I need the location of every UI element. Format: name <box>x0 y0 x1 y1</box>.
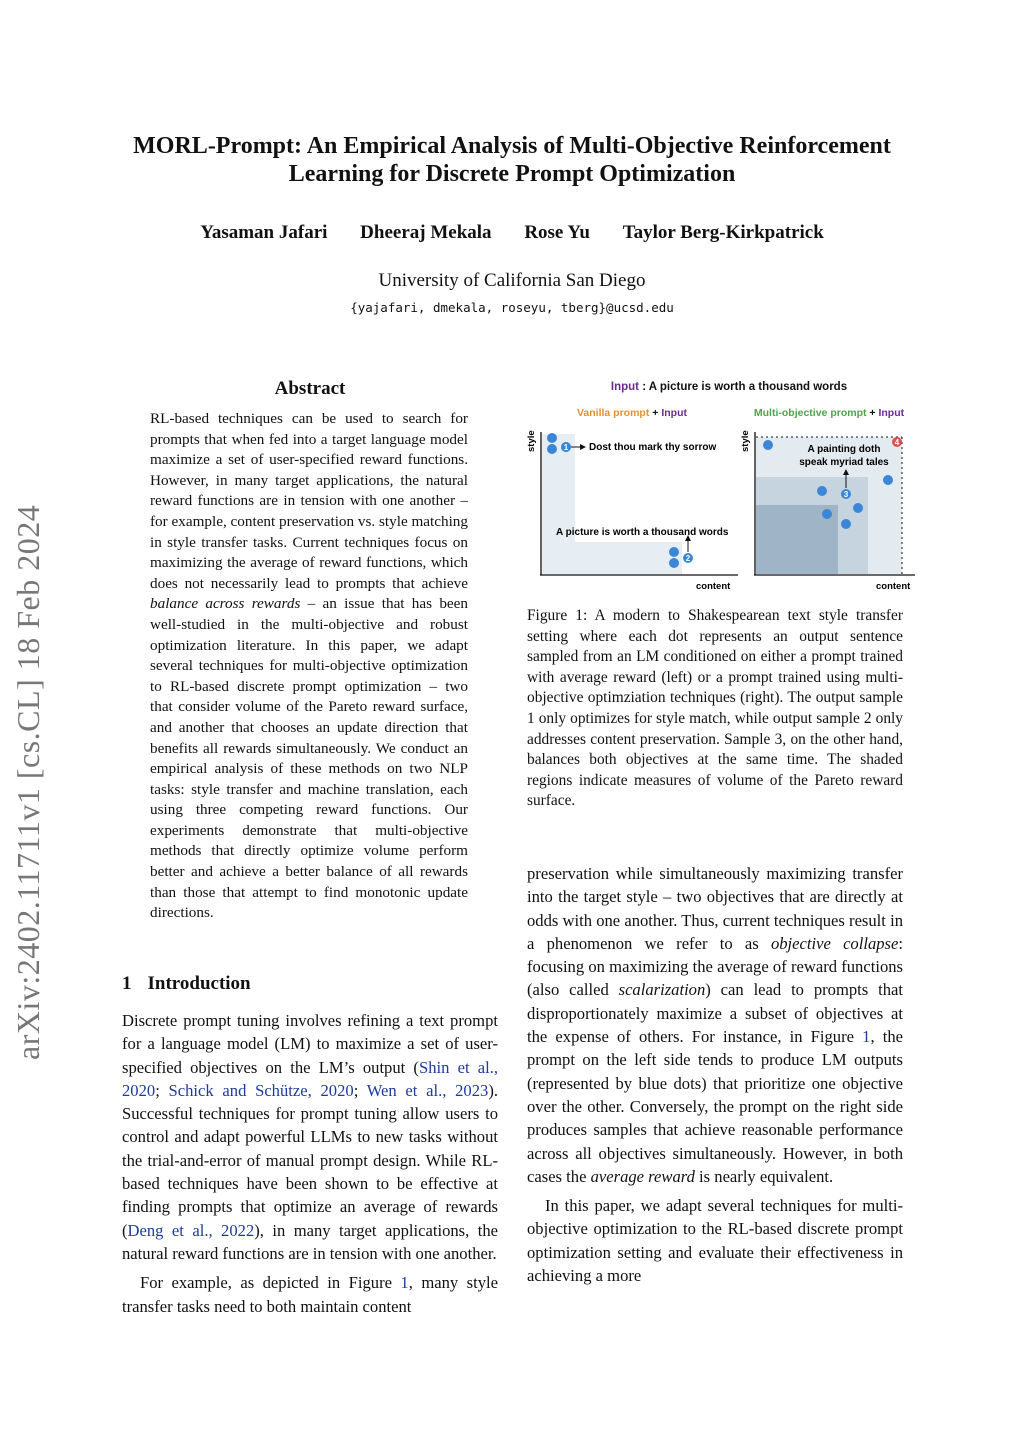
figure-input-line <box>611 381 847 393</box>
vanilla-prompt-label: Vanilla prompt <box>577 407 650 419</box>
sample-dot <box>763 440 773 450</box>
paragraph <box>122 1271 498 1318</box>
citation-link[interactable]: Deng et al., 2022 <box>127 1220 255 1240</box>
shaded-region <box>542 542 682 574</box>
paragraph-text: ; <box>353 1080 367 1100</box>
paragraph-text: ; <box>155 1080 169 1100</box>
abstract-text: RL-based techniques can be used to search for prompts that when fed into a target language model maximize a set of user-specified reward functions. However, in many target applications, the natural reward functions are in tension with one another – for example, content preservation vs. style matching in style transfer tasks. Current techniques focus on maximizing the average of reward functions, which does not necessarily lead to prompts that achieve <box>150 410 468 592</box>
abstract-text: – an issue that has been well-studied in the multi-objective and robust optimization literature. In this paper, we adapt several techniques for multi-objective optimization to RL-based discrete prompt optimization – two that consider volume of the Pareto reward surface, and another that chooses an update direction that benefits all rewards simultaneously. We conduct an empirical analysis of these methods on two NLP tasks: style transfer and machine translation, each using three competing reward functions. Our experiments demonstrate that multi-objective methods that directly optimize volume perform better and achieve a better balance of all rewards than those that attempt to find monotonic update directions. <box>150 595 468 922</box>
title-line-1: MORL-Prompt: An Empirical Analysis of Multi-Objective Reinforcement <box>133 133 891 159</box>
abstract-emphasis: balance across rewards <box>150 595 301 613</box>
sample-4-text-line1: A painting doth <box>807 444 881 455</box>
author-name: Dheeraj Mekala <box>360 222 492 243</box>
plus-sign: + <box>649 407 662 419</box>
author-name: Yasaman Jafari <box>200 222 328 243</box>
badge-number: 1 <box>563 443 569 452</box>
emphasis: objective collapse <box>770 933 899 953</box>
axis-label-content: content <box>696 581 731 592</box>
introduction-body <box>122 1009 498 1318</box>
plus-sign: + <box>866 407 879 419</box>
citation-link[interactable]: Schick and Schütze, 2020 <box>168 1080 354 1100</box>
multi-objective-prompt-label: Multi-objective prompt <box>753 407 867 419</box>
paragraph-text: ), in many target applications, the natural reward functions are in tension with one another. <box>122 1220 498 1263</box>
paragraph-text: ). Successful techniques for prompt tuning allow users to control and adapt powerful LLMs to new tasks without the trial-and-error of manual prompt design. While RL-based techniques have been shown to be effective at finding prompts that optimize an average of rewards ( <box>122 1080 498 1240</box>
paragraph <box>527 862 903 1188</box>
paragraph-text: , many style transfer tasks need to both maintain content <box>122 1273 498 1316</box>
emphasis: scalarization <box>618 980 706 1000</box>
sample-2-text: A picture is worth a thousand words <box>556 527 729 538</box>
sample-1-text: Dost thou mark thy sorrow <box>589 442 717 453</box>
left-plot <box>526 430 738 592</box>
sample-dot <box>853 503 863 513</box>
badge-number: 4 <box>894 438 900 447</box>
input-text: : A picture is worth a thousand words <box>639 381 848 393</box>
emphasis: average reward <box>590 1166 695 1186</box>
paper-title <box>0 132 1024 188</box>
author-emails: {yajafari, dmekala, roseyu, tberg}@ucsd.edu <box>350 300 674 315</box>
right-panel-title <box>754 407 905 419</box>
right-column-body <box>527 862 903 1287</box>
paragraph-text: : focusing on maximizing the average of reward functions (also called <box>527 933 903 1000</box>
sample-dot <box>547 433 557 443</box>
affiliation: University of California San Diego <box>378 270 646 291</box>
paragraph: In this paper, we adapt several techniques for multi-objective optimization to the RL-based discrete prompt optimization setting and evaluate their effectiveness in achieving a more <box>527 1196 903 1286</box>
section-heading-introduction <box>122 973 267 995</box>
sample-dot <box>547 444 557 454</box>
badge-number: 3 <box>843 490 849 499</box>
paragraph-text: , the prompt on the left side tends to produce LM outputs (represented by blue dots) that prioritize one objective over the other. Conversely, the prompt on the right side produces samples that achieve reasonable performance across all objectives simultaneously. However, in both cases the <box>527 1027 903 1186</box>
author-name: Taylor Berg-Kirkpatrick <box>622 222 824 243</box>
citation-link[interactable]: Shin et al., 2020 <box>122 1057 498 1100</box>
sample-4-text-line2: speak myriad tales <box>799 457 889 468</box>
section-title: Introduction <box>147 973 251 994</box>
paragraph-text: ) can lead to prompts that disproportionately maximize a subset of objectives at the expense of others. For instance, in Figure <box>527 980 903 1047</box>
input-label: Input <box>610 381 640 393</box>
sample-dot <box>883 475 893 485</box>
input-word: Input <box>661 407 687 419</box>
paragraph <box>122 1009 498 1265</box>
section-number: 1 <box>122 973 132 994</box>
abstract-body <box>150 409 468 924</box>
figure-ref-link[interactable]: 1 <box>862 1027 871 1047</box>
sample-dot <box>669 558 679 568</box>
figure-1 <box>520 372 920 602</box>
paragraph-text: is nearly equivalent. <box>694 1166 834 1186</box>
figure-caption: Figure 1: A modern to Shakespearean text style transfer setting where each dot represents an output sentence sampled from an LM conditioned on either a prompt trained with average reward (left) or a prompt trained using multi-objective optimziation techniques (right). The output sample 1 only optimizes for style match, while output sample 2 only addresses content preservation. Sample 3, on the other hand, balances both objectives at the same time. The shaded regions indicate measures of volume of the Pareto reward surface. <box>527 607 903 810</box>
paragraph-text: For example, as depicted in Figure <box>140 1273 401 1293</box>
author-list <box>0 222 1024 244</box>
title-line-2: Learning for Discrete Prompt Optimization <box>288 161 736 187</box>
paragraph-text: Discrete prompt tuning involves refining a text prompt for a language model (LM) to maximize a set of user-specified objectives on the LM’s output ( <box>122 1011 498 1077</box>
figure-ref-link[interactable]: 1 <box>400 1273 409 1293</box>
arrow-head <box>580 444 586 450</box>
sample-dot <box>669 547 679 557</box>
abstract-heading: Abstract <box>274 378 346 399</box>
input-word: Input <box>878 407 905 419</box>
arxiv-identifier: arXiv:2402.11711v1 [cs.CL] 18 Feb 2024 <box>10 504 46 1060</box>
axis-label-style: style <box>526 430 537 452</box>
axis-label-style: style <box>740 430 751 452</box>
citation-link[interactable]: Wen et al., 2023 <box>366 1080 489 1100</box>
badge-number: 2 <box>685 554 691 563</box>
left-panel-title <box>577 407 687 419</box>
paragraph-text: preservation while simultaneously maximizing transfer into the target style – two objectives that are directly at odds with one another. Thus, current techniques result in a phenomenon we refer to as <box>527 864 903 953</box>
sample-dot <box>817 486 827 496</box>
author-name: Rose Yu <box>524 222 590 243</box>
sample-dot <box>841 519 851 529</box>
axis-label-content: content <box>876 581 911 592</box>
sample-dot <box>822 509 832 519</box>
right-plot <box>740 430 915 592</box>
